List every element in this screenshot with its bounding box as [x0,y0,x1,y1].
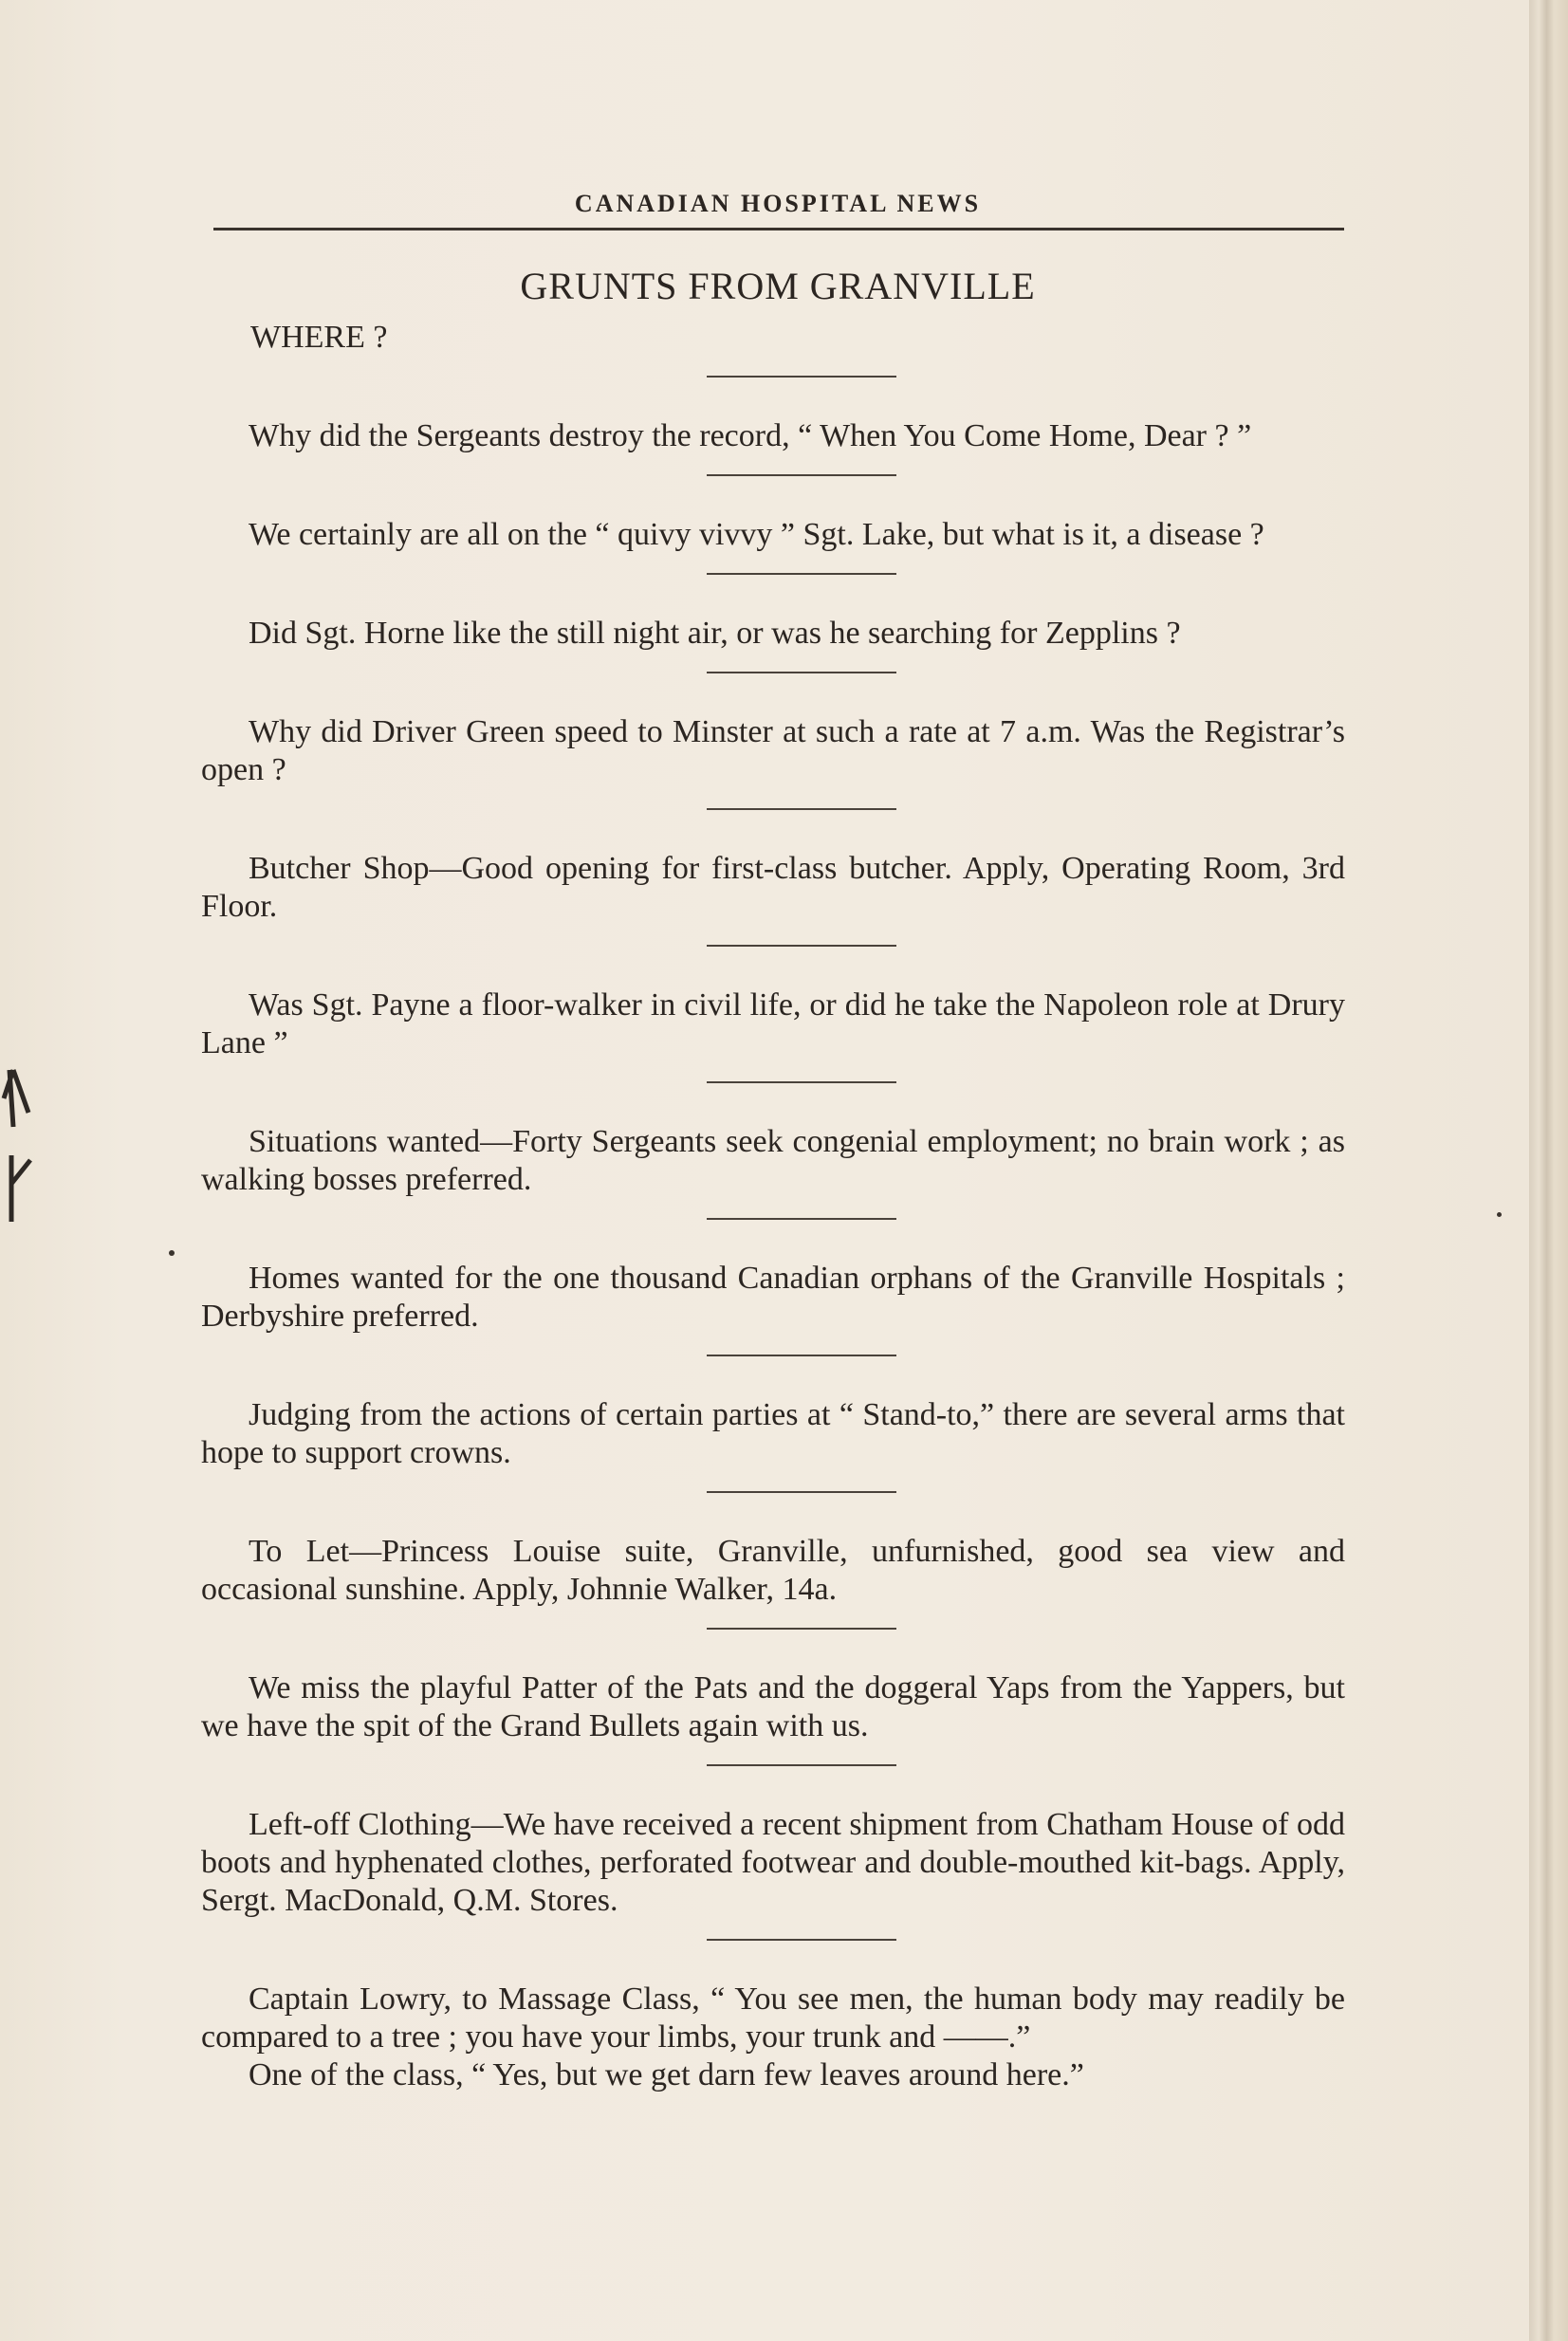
article-item [201,713,1345,789]
running-head: CANADIAN HOSPITAL NEWS [574,190,982,217]
item-paragraph: Butcher Shop—Good opening for first-class butcher. Apply, Operating Room, 3rd Floor. [201,851,1345,924]
article-item [201,1260,1345,1336]
margin-dot [169,1250,175,1256]
separator-rule [707,474,896,476]
item-paragraph: We miss the playful Patter of the Pats and the doggeral Yaps from the Yappers, but we have the spit of the Grand Bullets again with us. [201,1670,1345,1743]
item-paragraph: Was Sgt. Payne a floor-walker in civil life, or did he take the Napoleon role at Drury Lane ” [201,987,1345,1060]
item-paragraph: Captain Lowry, to Massage Class, “ You see men, the human body may readily be compared to a tree ; you have your limbs, your trunk and ——.” [201,1982,1345,2055]
article-item [201,1396,1345,1472]
item-paragraph: Homes wanted for the one thousand Canadian orphans of the Granville Hospitals ; Derbyshire preferred. [201,1261,1345,1334]
separator-rule [707,1491,896,1493]
item-paragraph: Did Sgt. Horne like the still night air, or was he searching for Zepplins ? [249,616,1181,651]
separator-rule [707,808,896,810]
article-title: GRUNTS FROM GRANVILLE [520,265,1036,307]
separator-rule [707,1628,896,1630]
margin-arrow-mark-icon [0,1060,40,1231]
subtitle-where: WHERE ? [250,320,388,355]
article-item [201,1533,1345,1609]
item-paragraph: Judging from the actions of certain parties at “ Stand-to,” there are several arms that hope to support crowns. [201,1397,1345,1470]
item-paragraph: We certainly are all on the “ quivy vivvy ” Sgt. Lake, but what is it, a disease ? [249,517,1264,552]
item-paragraph: Situations wanted—Forty Sergeants seek congenial employment; no brain work ; as walking bosses preferred. [201,1124,1345,1197]
item-paragraph: To Let—Princess Louise suite, Granville, unfurnished, good sea view and occasional sunshine. Apply, Johnnie Walker, 14a. [201,1534,1345,1607]
separator-rule [707,1764,896,1766]
article-item [201,1123,1345,1199]
article-item [201,986,1345,1062]
article-item [201,1981,1345,2094]
item-paragraph: One of the class, “ Yes, but we get darn few leaves around here.” [249,2057,1084,2092]
separator-rule [707,1355,896,1356]
article-body [201,313,1345,2094]
header-rule [213,228,1344,230]
article-item [201,417,1345,455]
article-item [201,516,1345,554]
article-item [201,850,1345,926]
item-paragraph: Why did Driver Green speed to Minster at such a rate at 7 a.m. Was the Registrar’s open ? [201,714,1345,787]
separator-rule [707,945,896,947]
separator-rule [707,573,896,575]
separator-rule [707,672,896,673]
margin-mark [0,1060,40,1231]
separator-rule [707,1218,896,1220]
item-paragraph: Left-off Clothing—We have received a recent shipment from Chatham House of odd boots and hyphenated clothes, perforated footwear and double-mouthed kit-bags. Apply, Sergt. MacDonald, Q.M. Stores. [201,1807,1345,1918]
separator-rule [707,1939,896,1941]
article-item [201,1806,1345,1920]
margin-dot [1497,1212,1502,1217]
item-paragraph: Why did the Sergeants destroy the record, “ When You Come Home, Dear ? ” [249,418,1252,453]
page-edge [1529,0,1568,2341]
separator-rule [707,1081,896,1083]
article-item [201,615,1345,653]
article-item [201,1669,1345,1745]
separator-rule [707,376,896,378]
